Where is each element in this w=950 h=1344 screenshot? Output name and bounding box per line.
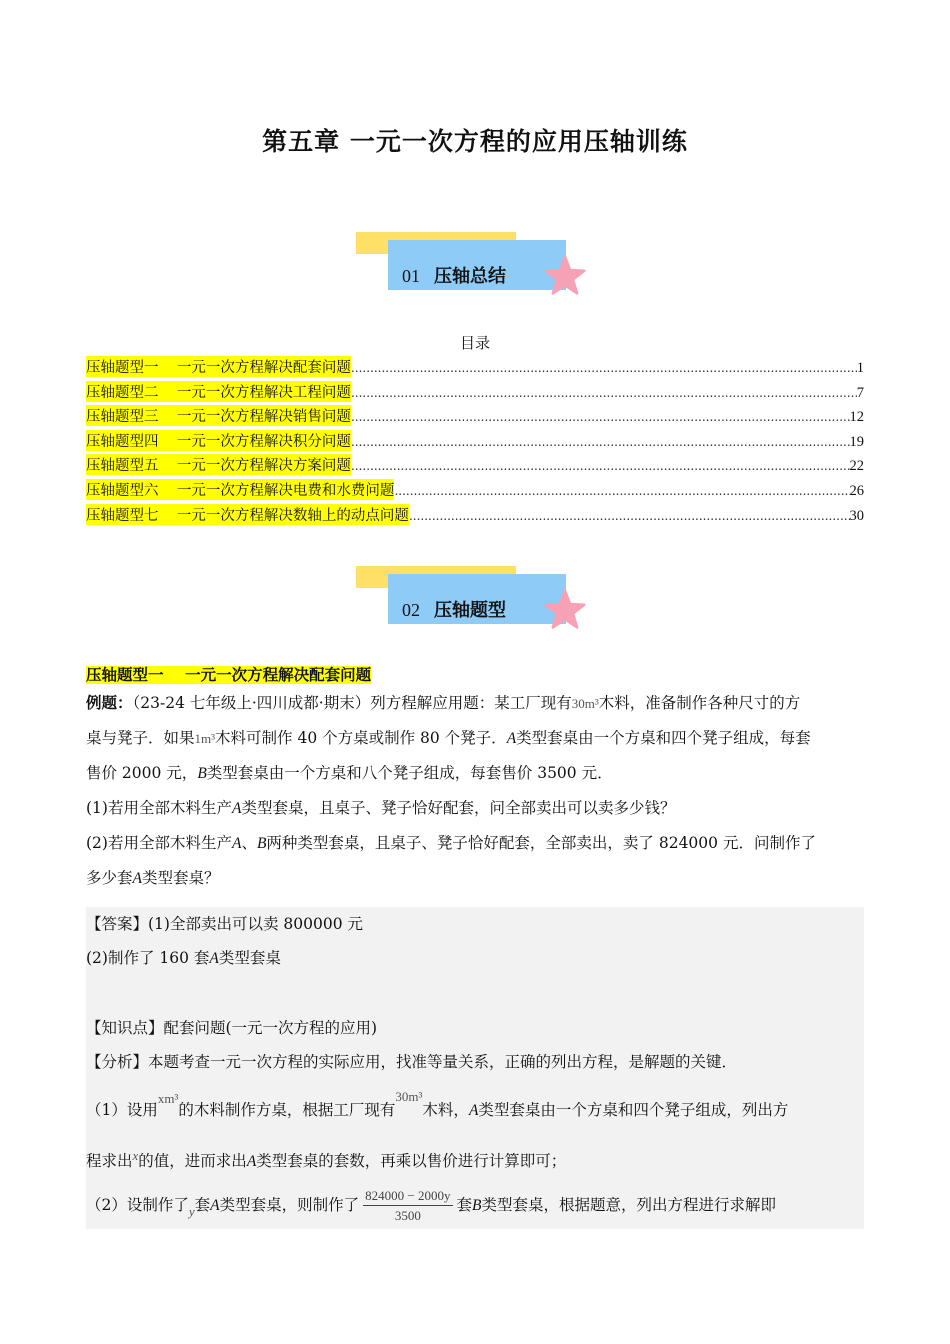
toc-leader-dots	[351, 435, 850, 449]
example-text: 售价 2000 元，	[86, 764, 198, 782]
toc-entry-page: 30	[849, 507, 864, 524]
math-formula: 30m³	[571, 696, 599, 711]
analysis-text: 程求出	[86, 1152, 133, 1170]
toc-title: 目录	[459, 334, 490, 352]
toc-entry[interactable]	[86, 381, 864, 406]
knowledge-point: 【知识点】配套问题(一元一次方程的应用)	[86, 1019, 378, 1037]
toc-leader-dots	[351, 459, 850, 473]
math-formula: xm³	[157, 1091, 179, 1106]
question-text: 类型套桌？	[141, 869, 220, 887]
page-title: 第五章 一元一次方程的应用压轴训练	[262, 127, 688, 156]
question-text: (2)若用全部木料生产	[86, 834, 232, 852]
math-variable: A	[246, 1153, 257, 1170]
toc-entry[interactable]	[86, 430, 864, 455]
banner-label: 压轴总结	[434, 266, 506, 287]
analysis-line	[86, 1089, 789, 1120]
toc-entry-label: 压轴题型五 一元一次方程解决方案问题	[86, 454, 351, 475]
analysis-text: 木料，	[422, 1101, 469, 1119]
example-label: 例题：	[86, 694, 133, 712]
star-icon	[544, 254, 586, 296]
math-variable: x	[132, 1148, 139, 1163]
section-banner-summary	[356, 232, 596, 302]
toc-entry[interactable]	[86, 356, 864, 381]
fraction	[363, 1188, 452, 1224]
section-banner-problems	[356, 566, 596, 636]
fraction-denominator: 3500	[394, 1208, 421, 1223]
banner-number: 01	[402, 266, 420, 286]
question-text: 类型套桌，且桌子、凳子恰好配套，问全部卖出可以卖多少钱？	[241, 799, 676, 817]
toc-entry-page: 22	[849, 458, 864, 475]
toc-leader-dots	[351, 386, 857, 400]
toc-leader-dots	[351, 361, 857, 375]
example-text: 类型套桌由一个方桌和八个凳子组成，每套售价 3500 元．	[206, 764, 613, 782]
toc-entry-label: 压轴题型三 一元一次方程解决销售问题	[86, 405, 351, 426]
toc-leader-dots	[409, 509, 850, 523]
question-text: (1)若用全部木料生产	[86, 799, 232, 817]
toc-entry-page: 26	[849, 482, 864, 499]
question-line	[86, 791, 864, 826]
analysis-text: 类型套桌的套数，再乘以售价进行计算即可；	[256, 1152, 567, 1170]
table-of-contents	[86, 356, 864, 528]
answer-text: 类型套桌	[218, 949, 281, 967]
question-text: 两种类型套桌，且桌子、凳子恰好配套，全部卖出，卖了 824000 元．问制作了	[266, 834, 816, 852]
analysis-line	[86, 1050, 737, 1072]
math-variable: A	[468, 1102, 479, 1119]
toc-entry-label: 压轴题型四 一元一次方程解决积分问题	[86, 430, 351, 451]
question-line	[86, 861, 864, 896]
answer-line: 【答案】(1)全部卖出可以卖 800000 元	[86, 915, 363, 933]
toc-entry-page: 1	[856, 360, 864, 376]
analysis-text: 类型套桌，则制作了	[219, 1196, 360, 1214]
toc-entry[interactable]	[86, 405, 864, 430]
toc-entry-label: 压轴题型七 一元一次方程解决数轴上的动点问题	[86, 504, 409, 525]
question-line	[86, 826, 864, 861]
analysis-text: （1）设用	[86, 1101, 158, 1119]
analysis-text: 类型套桌，根据题意，列出方程进行求解即	[481, 1196, 776, 1214]
example-text: 类型套桌由一个方桌和四个凳子组成，每套	[516, 729, 811, 747]
analysis-text: 本题考查一元一次方程的实际应用，找准等量关系，正确的列出方程，是解题的关键．	[148, 1053, 738, 1071]
fraction-numerator: 824000 − 2000y	[363, 1188, 452, 1206]
example-text: 木料可制作 40 个方桌或制作 80 个凳子．	[215, 729, 507, 747]
toc-entry[interactable]	[86, 504, 864, 529]
example-line	[86, 721, 864, 756]
toc-entry-label: 压轴题型一 一元一次方程解决配套问题	[86, 356, 351, 377]
toc-entry-label: 压轴题型六 一元一次方程解决电费和水费问题	[86, 479, 394, 500]
analysis-text: 套	[194, 1196, 211, 1214]
answer-text: (2)制作了 160 套	[86, 949, 210, 967]
toc-leader-dots	[351, 410, 850, 424]
math-variable: B	[197, 765, 207, 782]
section-heading	[86, 663, 864, 685]
analysis-text: 的木料制作方桌，根据工厂现有	[178, 1101, 396, 1119]
analysis-label: 【分析】	[86, 1053, 149, 1071]
analysis-text: （2）设制作了	[86, 1196, 189, 1214]
math-variable: A	[132, 870, 142, 887]
toc-entry[interactable]	[86, 454, 864, 479]
toc-leader-dots	[394, 484, 849, 498]
example-text: （23-24 七年级上·四川成都·期末）列方程解应用题：某工厂现有	[132, 694, 572, 712]
math-formula: 30m³	[395, 1089, 423, 1104]
example-line	[86, 756, 864, 791]
math-variable: A	[231, 800, 242, 817]
analysis-text: 套	[456, 1196, 473, 1214]
math-formula: 1m³	[194, 731, 216, 746]
analysis-text: 的值，进而求出	[138, 1152, 247, 1170]
toc-entry-page: 7	[856, 384, 864, 401]
example-problem	[86, 686, 864, 896]
answer-line	[86, 946, 281, 968]
toc-entry-page: 19	[849, 433, 864, 450]
math-variable: A	[506, 730, 517, 747]
analysis-text: 类型套桌由一个方桌和四个凳子组成，列出方	[478, 1101, 789, 1119]
example-text: 桌与凳子．如果	[86, 729, 195, 747]
math-variable: y	[188, 1204, 195, 1219]
analysis-line	[86, 1188, 776, 1224]
math-variable: A	[231, 835, 242, 852]
toc-entry[interactable]	[86, 479, 864, 504]
toc-entry-page: 12	[849, 409, 864, 426]
math-variable: B	[472, 1197, 482, 1214]
analysis-line	[86, 1149, 566, 1171]
math-variable: A	[210, 1197, 220, 1214]
example-text: 木料，准备制作各种尺寸的方	[598, 694, 801, 712]
example-line	[86, 686, 864, 721]
math-variable: B	[256, 835, 267, 852]
question-text: 、	[241, 834, 257, 852]
banner-number: 02	[402, 600, 420, 620]
math-variable: A	[209, 950, 219, 967]
question-text: 多少套	[86, 869, 133, 887]
star-icon	[544, 588, 586, 630]
toc-entry-label: 压轴题型二 一元一次方程解决工程问题	[86, 381, 351, 402]
banner-label: 压轴题型	[434, 600, 506, 621]
section-heading-text: 压轴题型一 一元一次方程解决配套问题	[86, 666, 372, 684]
